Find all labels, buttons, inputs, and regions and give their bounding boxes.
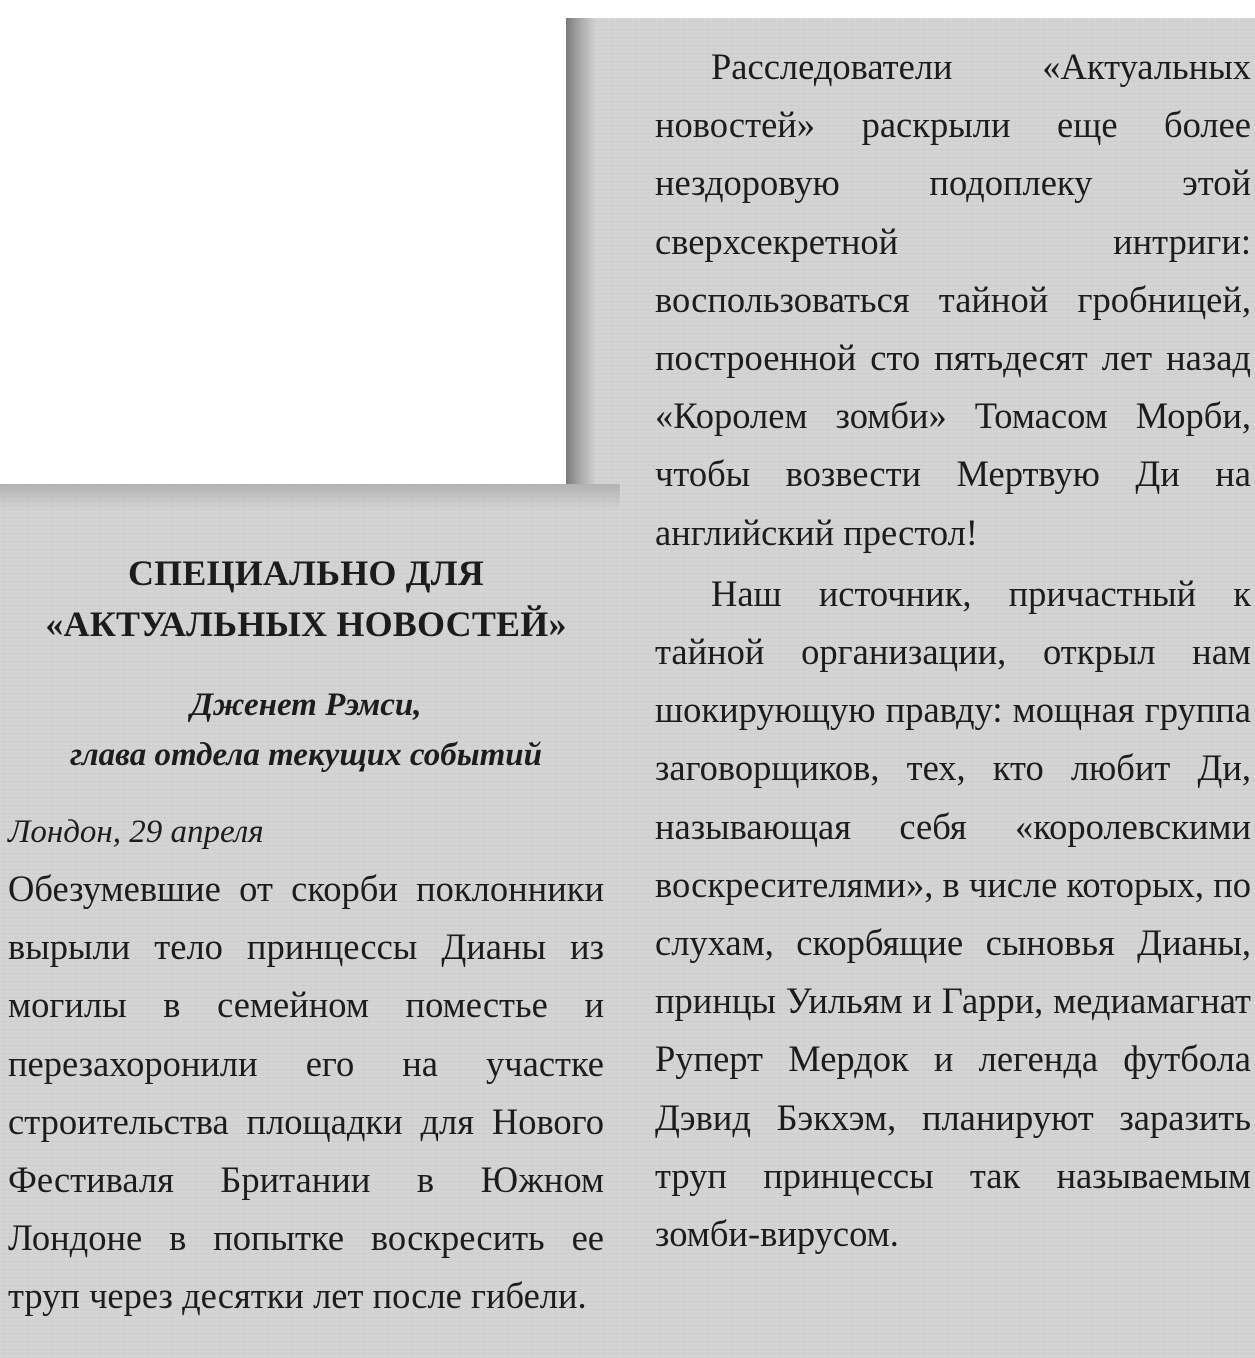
byline-position: глава отдела текущих событий — [70, 737, 542, 773]
headline-line-1: СПЕЦИАЛЬНО ДЛЯ — [127, 553, 485, 593]
article-lead-paragraph: Обезумевшие от скорби поклонники вырыли тело принцессы Дианы из могилы в семейном поместье и перезахоронили его на участке строительства площадки для Нового Фестиваля Британии в Южном Лондоне в попытке воскресить ее труп через десятки лет после гибели. — [8, 868, 604, 1317]
dateline: Лондон, 29 апреля — [8, 814, 264, 850]
byline — [8, 680, 604, 780]
byline-author: Дженет Рэмси, — [190, 687, 422, 723]
headline — [8, 548, 604, 650]
article-right-column — [655, 38, 1251, 1263]
article-left-column — [8, 548, 604, 1326]
headline-line-2: «АКТУАЛЬНЫХ НОВОСТЕЙ» — [45, 604, 567, 644]
article-paragraph-2: Наш источник, причастный к тайной организации, открыл нам шокирующую правду: мощная группа заговорщиков, тех, кто любит Ди, называющая себя «королевскими воскресителями», в числе которых, по слухам, скорбящие сыновья Дианы, принцы Уильям и Гарри, медиамагнат Руперт Мердок и легенда футбола Дэвид Бэкхэм, планируют заразить труп принцессы так называемым зомби-вирусом. — [655, 572, 1251, 1255]
article-paragraph-1: Расследователи «Актуальных новостей» раскрыли еще более нездоровую подоплеку этой сверхсекретной интриги: воспользоваться тайной гробницей, построенной сто пятьдесят лет назад «Королем зомби» Томасом Морби, чтобы возвести Мертвую Ди на английский престол! — [655, 46, 1251, 553]
